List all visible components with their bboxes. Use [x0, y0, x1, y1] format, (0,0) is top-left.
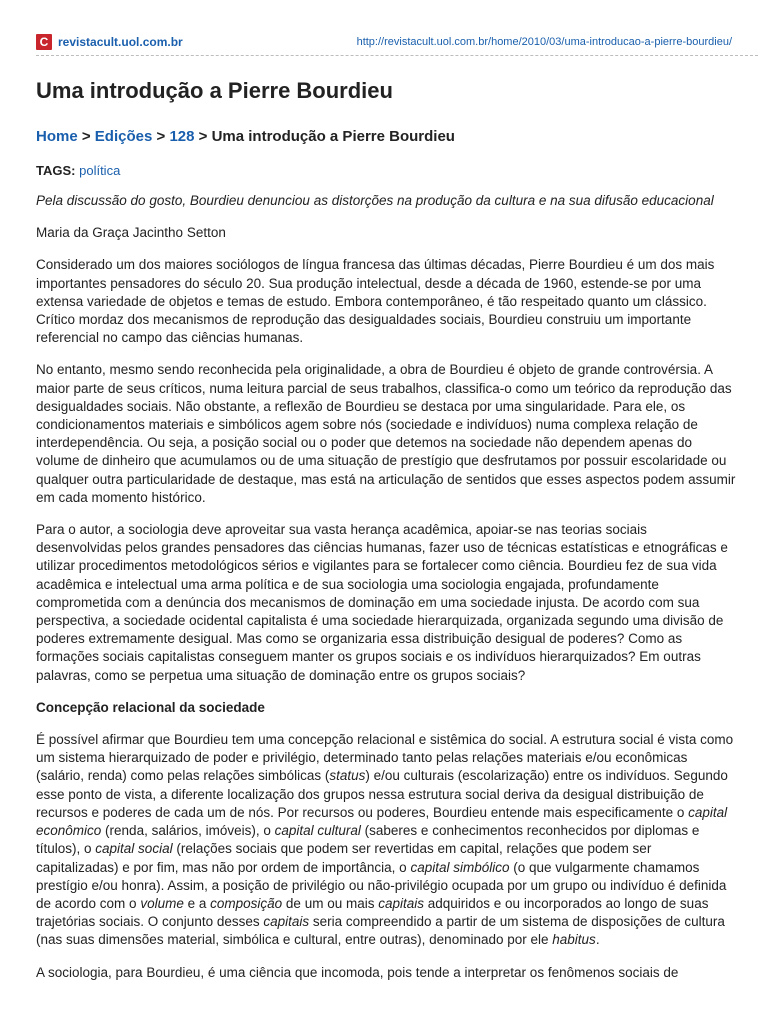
italic-term: habitus — [552, 932, 596, 948]
italic-term: capitais — [378, 895, 424, 911]
tags-line — [36, 163, 120, 178]
italic-term: capital econômico — [36, 804, 728, 839]
breadcrumb-issue[interactable]: 128 — [169, 128, 195, 145]
text-run: É possível afirmar que Bourdieu tem uma concepção relacional e sistêmica do social. A estrutura social é vista como um sistema hierarquizado de poder e privilégio, determinado tanto pelas relações materiais e/ou econômicas (salário, renda) como pelas relações simbólicas ( — [36, 732, 734, 784]
italic-term: capital cultural — [274, 823, 361, 839]
italic-term: capital social — [95, 841, 173, 857]
page-url-link[interactable]: http://revistacult.uol.com.br/home/2010/03/uma-introducao-a-pierre-bourdieu/ — [356, 36, 732, 48]
cult-logo-icon: C — [36, 34, 52, 50]
section-heading: Concepção relacional da sociedade — [36, 699, 265, 715]
paragraph-5: A sociologia, para Bourdieu, é uma ciência que incomoda, pois tende a interpretar os fenômenos sociais de — [36, 964, 679, 980]
text-run: (relações sociais que podem ser revertidas em capital, relações que podem ser capitalizadas) e por fim, mas não por ordem de importância, o — [36, 841, 652, 875]
breadcrumb-home[interactable]: Home — [36, 128, 78, 145]
page-title: Uma introdução a Pierre Bourdieu — [36, 78, 393, 103]
breadcrumb-edicoes[interactable]: Edições — [94, 128, 153, 145]
text-run: ) e/ou culturais (escolarização) entre os indivíduos. Segundo esse ponto de vista, a diferente localização dos grupos nessa estrutura social deriva da desigual distribuição de recursos e poderes de cada um de nós. Por recursos ou poderes, Bourdieu entende mais especificamente o — [36, 768, 728, 820]
paragraph-4 — [36, 731, 736, 949]
paragraph-3: Para o autor, a sociologia deve aproveitar sua vasta herança acadêmica, apoiar-se nas teorias sociais desenvolvidas pelos grandes pensadores das ciências humanas, fazer uso de técnicas estatísticas e etnográficas e utilizar procedimentos metodológicos sérios e vigilantes para se fortalecer como ciência. Bourdieu fez de sua vida acadêmica e intelectual uma arma política e de sua sociologia uma sociologia engajada, profundamente comprometida com a denúncia dos mecanismos de dominação em uma sociedade injusta. De acordo com sua perspectiva, a sociedade ocidental capitalista é uma sociedade hierarquizada, organizada segundo uma divisão de poderes extremamente desigual. Mas como se organizaria essa distribuição desigual de poderes? Como as formações sociais capitalistas conseguem manter os grupos sociais e os indivíduos hierarquizados? Em outras palavras, como se perpetua uma situação de dominação entre os grupos sociais? — [36, 522, 728, 683]
text-run: seria compreendido a partir de um sistema de disposições de cultura (nas suas dimensões material, simbólica e cultural, entre outras), denominado por ele — [36, 914, 725, 948]
text-run: adquiridos e ou incorporados ao longo de suas trajetórias sociais. O conjunto desses — [36, 895, 709, 930]
breadcrumb-current: Uma introdução a Pierre Bourdieu — [211, 128, 455, 145]
italic-term: capital simbólico — [410, 859, 510, 875]
site-link[interactable]: revistacult.uol.com.br — [58, 35, 183, 49]
site-logo-wrap — [36, 34, 183, 50]
article-subtitle: Pela discussão do gosto, Bourdieu denunciou as distorções na produção da cultura e na sua difusão educacional — [36, 193, 714, 208]
text-run: . — [595, 932, 600, 948]
text-run: (o que vulgarmente chamamos prestígio e/ou honra). Assim, a posição de privilégio ou não-privilégio ocupada por um grupo ou indivíduo é definida de acordo com o — [36, 859, 727, 911]
tags-label: TAGS: — [36, 163, 76, 178]
article-body — [36, 192, 736, 996]
text-run: e a — [183, 895, 211, 911]
text-run: de um ou mais — [282, 895, 379, 911]
print-header — [36, 32, 732, 52]
paragraph-1: Considerado um dos maiores sociólogos de língua francesa das últimas décadas, Pierre Bourdieu é um dos mais importantes pensadores do século 20. Sua produção intelectual, desde a década de 1960, estende-se por uma extensa variedade de objetos e temas de estudo. Embora contemporâneo, é tão respeitado quanto um clássico. Crítico mordaz dos mecanismos de reprodução das desigualdades sociais, Bourdieu construiu um importante referencial no campo das ciências humanas. — [36, 257, 715, 346]
italic-term: volume — [140, 895, 184, 911]
text-run: (saberes e conhecimentos reconhecidos por diplomas e títulos), o — [36, 823, 700, 857]
header-divider — [36, 55, 758, 56]
breadcrumb-separator: > — [81, 128, 91, 145]
italic-term: status — [329, 768, 366, 784]
italic-term: composição — [210, 895, 283, 911]
breadcrumb-separator: > — [156, 128, 166, 145]
article-author: Maria da Graça Jacintho Setton — [36, 225, 226, 241]
italic-term: capitais — [263, 914, 310, 930]
paragraph-2: No entanto, mesmo sendo reconhecida pela originalidade, a obra de Bourdieu é objeto de grande controvérsia. A maior parte de seus críticos, numa leitura parcial de seus trabalhos, classifica-o como um teórico da reprodução das desigualdades sociais. Não obstante, a reflexão de Bourdieu se destaca por uma singularidade. Para ele, os condicionamentos materiais e simbólicos agem sobre nós (sociedade e indivíduos) numa complexa relação de interdependência. Ou seja, a posição social ou o poder que detemos na sociedade não dependem apenas do volume de dinheiro que acumulamos ou de uma situação de prestígio que desfrutamos por possuir escolaridade ou qualquer outra particularidade de destaque, mas está na articulação de sentidos que esses aspectos podem assumir em cada momento histórico. — [36, 362, 736, 505]
breadcrumb — [36, 128, 455, 145]
tag-link[interactable]: política — [79, 163, 121, 178]
breadcrumb-separator: > — [198, 128, 208, 145]
text-run: (renda, salários, imóveis), o — [101, 823, 275, 839]
